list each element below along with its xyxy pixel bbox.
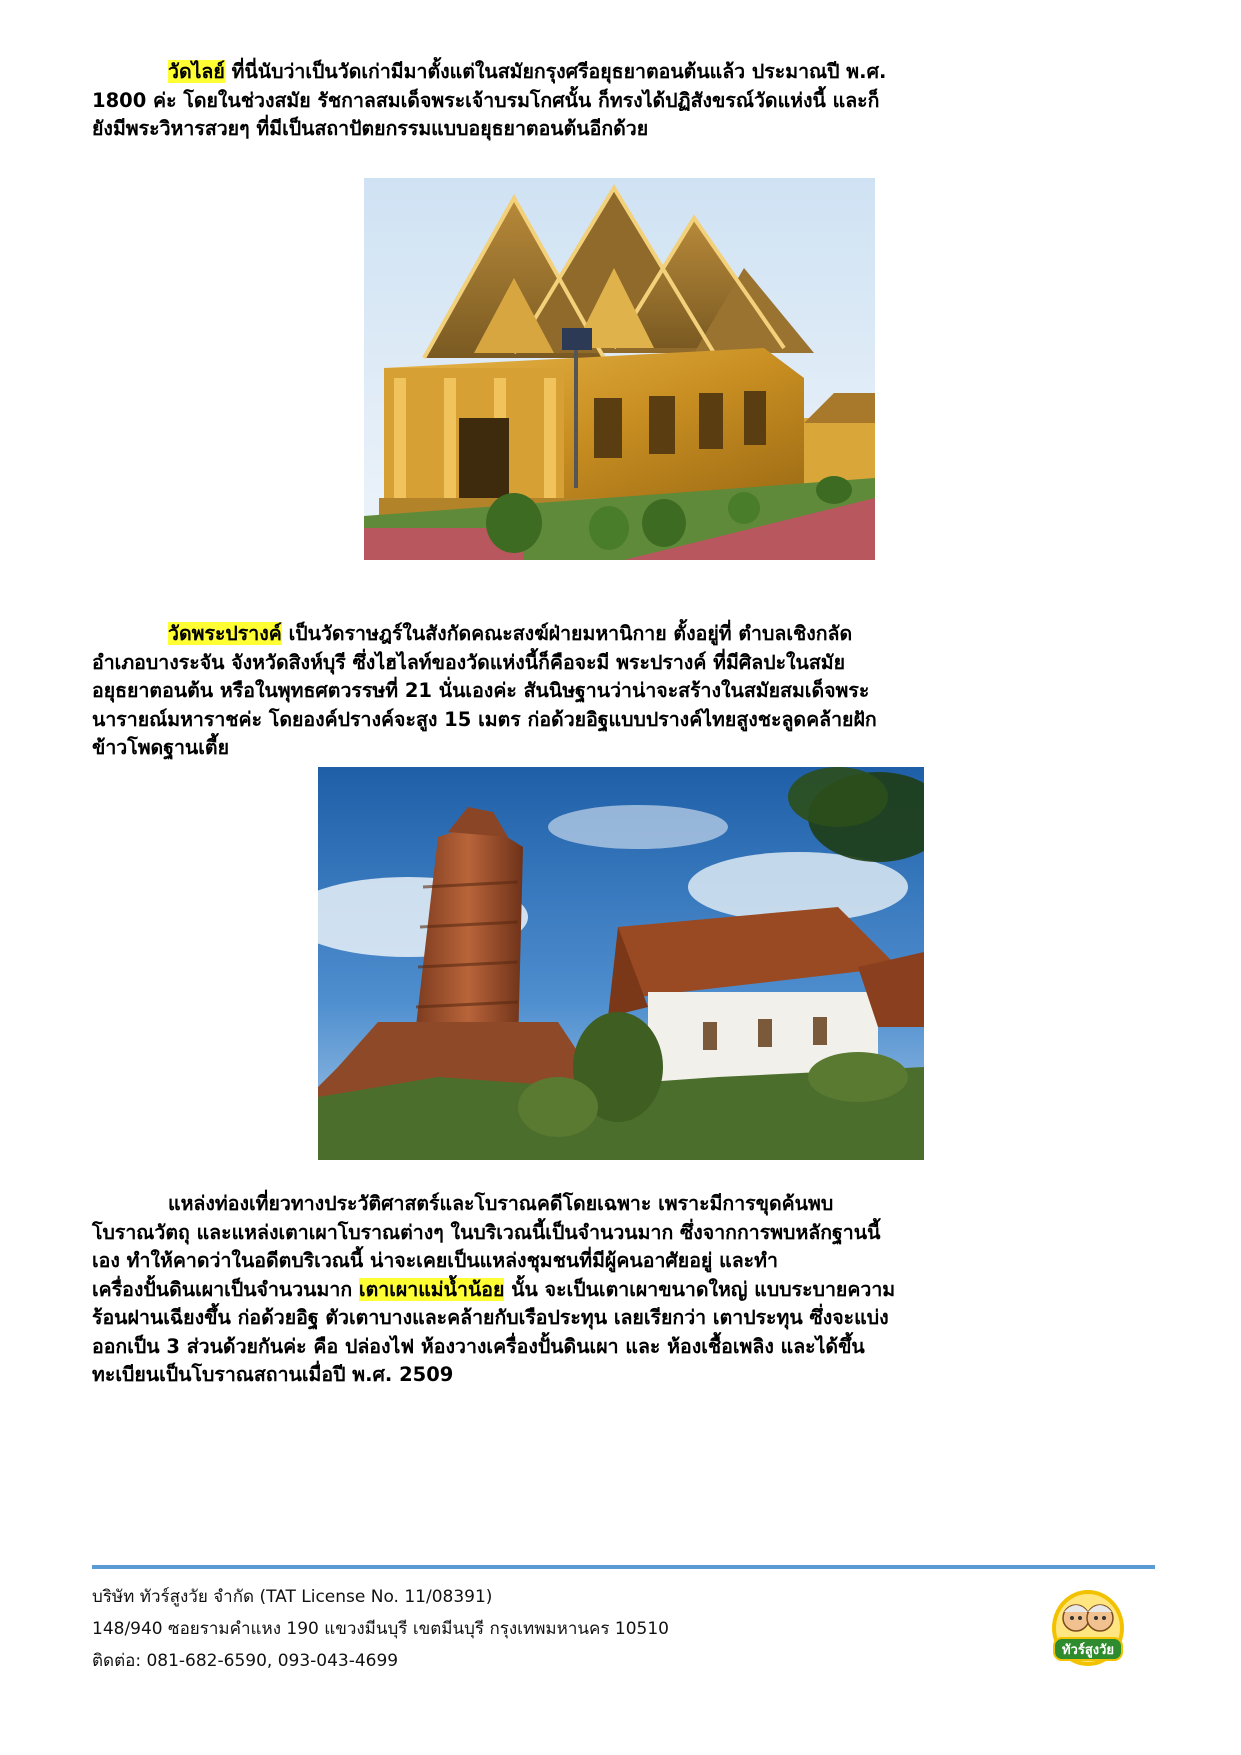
prang-ruin-photo bbox=[318, 767, 924, 1160]
paragraph-kiln bbox=[92, 1190, 1154, 1390]
text-segment: ที่นี่นับว่าเป็นวัดเก่ามีมาตั้งแต่ในสมัยกรุงศรีอยุธยาตอนต้นแล้ว ประมาณปี พ.ศ. bbox=[224, 60, 887, 83]
golden-temple-photo bbox=[364, 178, 875, 560]
paragraph-line: 1800 ค่ะ โดยในช่วงสมัย รัชกาลสมเด็จพระเจ้าบรมโกศนั้น ก็ทรงได้ปฏิสังขรณ์วัดแห่งนี้ และก็ bbox=[92, 88, 880, 112]
paragraph-line bbox=[92, 1276, 1154, 1305]
text-segment: เครื่องปั้นดินเผาเป็นจำนวนมาก bbox=[92, 1277, 359, 1301]
paragraph-line: อำเภอบางระจัน จังหวัดสิงห์บุรี ซึ่งไฮไลท์ของวัดแห่งนี้ก็คือจะมี พระปรางค์ ที่มีศิลปะในสมัย bbox=[92, 650, 846, 674]
paragraph-line: ยังมีพระวิหารสวยๆ ที่มีเป็นสถาปัตยกรรมแบบอยุธยาตอนต้นอีกด้วย bbox=[92, 117, 649, 140]
paragraph-line: ร้อนฝานเฉียงขึ้น ก่อด้วยอิฐ ตัวเตาบางและคล้ายกับเรือประทุน เลยเรียกว่า เตาประทุน ซึ่งจะแบ่ง bbox=[92, 1306, 889, 1329]
highlight-wat-lai: วัดไลย์ bbox=[168, 60, 225, 83]
paragraph-line: อยุธยาตอนต้น หรือในพุทธศตวรรษที่ 21 นั่นเองค่ะ สันนิษฐานว่าน่าจะสร้างในสมัยสมเด็จพระ bbox=[92, 679, 870, 702]
paragraph-wat-lai bbox=[92, 58, 1154, 144]
highlight-kiln: เตาเผาแม่น้ำน้อย bbox=[358, 1277, 505, 1301]
logo-text: ทัวร์สูงวัย bbox=[1061, 1643, 1115, 1658]
footer-address: 148/940 ซอยรามคำแหง 190 แขวงมีนบุรี เขตมีนบุรี กรุงเทพมหานคร 10510 bbox=[92, 1619, 669, 1639]
text-segment: เป็นวัดราษฎร์ในสังกัดคณะสงฆ์ฝ่ายมหานิกาย ตั้งอยู่ที่ ตำบลเชิงกลัด bbox=[281, 622, 853, 645]
paragraph-line: โบราณวัตถุ และแหล่งเตาเผาโบราณต่างๆ ในบริเวณนี้เป็นจำนวนมาก ซึ่งจากการพบหลักฐานนี้ bbox=[92, 1220, 881, 1244]
paragraph-line: ทะเบียนเป็นโบราณสถานเมื่อปี พ.ศ. 2509 bbox=[92, 1363, 454, 1386]
footer-contact: ติดต่อ: 081-682-6590, 093-043-4699 bbox=[92, 1651, 399, 1671]
paragraph-wat-phra-prang bbox=[92, 620, 1154, 763]
paragraph-line: นารายณ์มหาราชค่ะ โดยองค์ปรางค์จะสูง 15 เมตร ก่อด้วยอิฐแบบปรางค์ไทยสูงชะลูดคล้ายฝัก bbox=[92, 707, 877, 731]
company-logo bbox=[1050, 1588, 1126, 1668]
highlight-wat-phra-prang: วัดพระปรางค์ bbox=[168, 622, 282, 645]
paragraph-line: ออกเป็น 3 ส่วนด้วยกันค่ะ คือ ปล่องไฟ ห้องวางเครื่องปั้นดินเผา และ ห้องเชื้อเพลิง และได้ขึ้น bbox=[92, 1334, 865, 1358]
footer-divider bbox=[92, 1565, 1155, 1569]
paragraph-line: ข้าวโพดฐานเตี้ย bbox=[92, 736, 230, 759]
paragraph-line: เอง ทำให้คาดว่าในอดีตบริเวณนี้ น่าจะเคยเป็นแหล่งชุมชนที่มีผู้คนอาศัยอยู่ และทำ bbox=[92, 1249, 778, 1272]
paragraph-line bbox=[92, 620, 1154, 649]
text-segment: นั้น จะเป็นเตาเผาขนาดใหญ่ แบบระบายความ bbox=[504, 1277, 896, 1301]
paragraph-line: แหล่งท่องเที่ยวทางประวัติศาสตร์และโบราณคดีโดยเฉพาะ เพราะมีการขุดค้นพบ bbox=[168, 1192, 834, 1215]
footer-company: บริษัท ทัวร์สูงวัย จำกัด (TAT License No. 11/08391) bbox=[92, 1587, 493, 1607]
paragraph-line bbox=[92, 58, 1154, 87]
